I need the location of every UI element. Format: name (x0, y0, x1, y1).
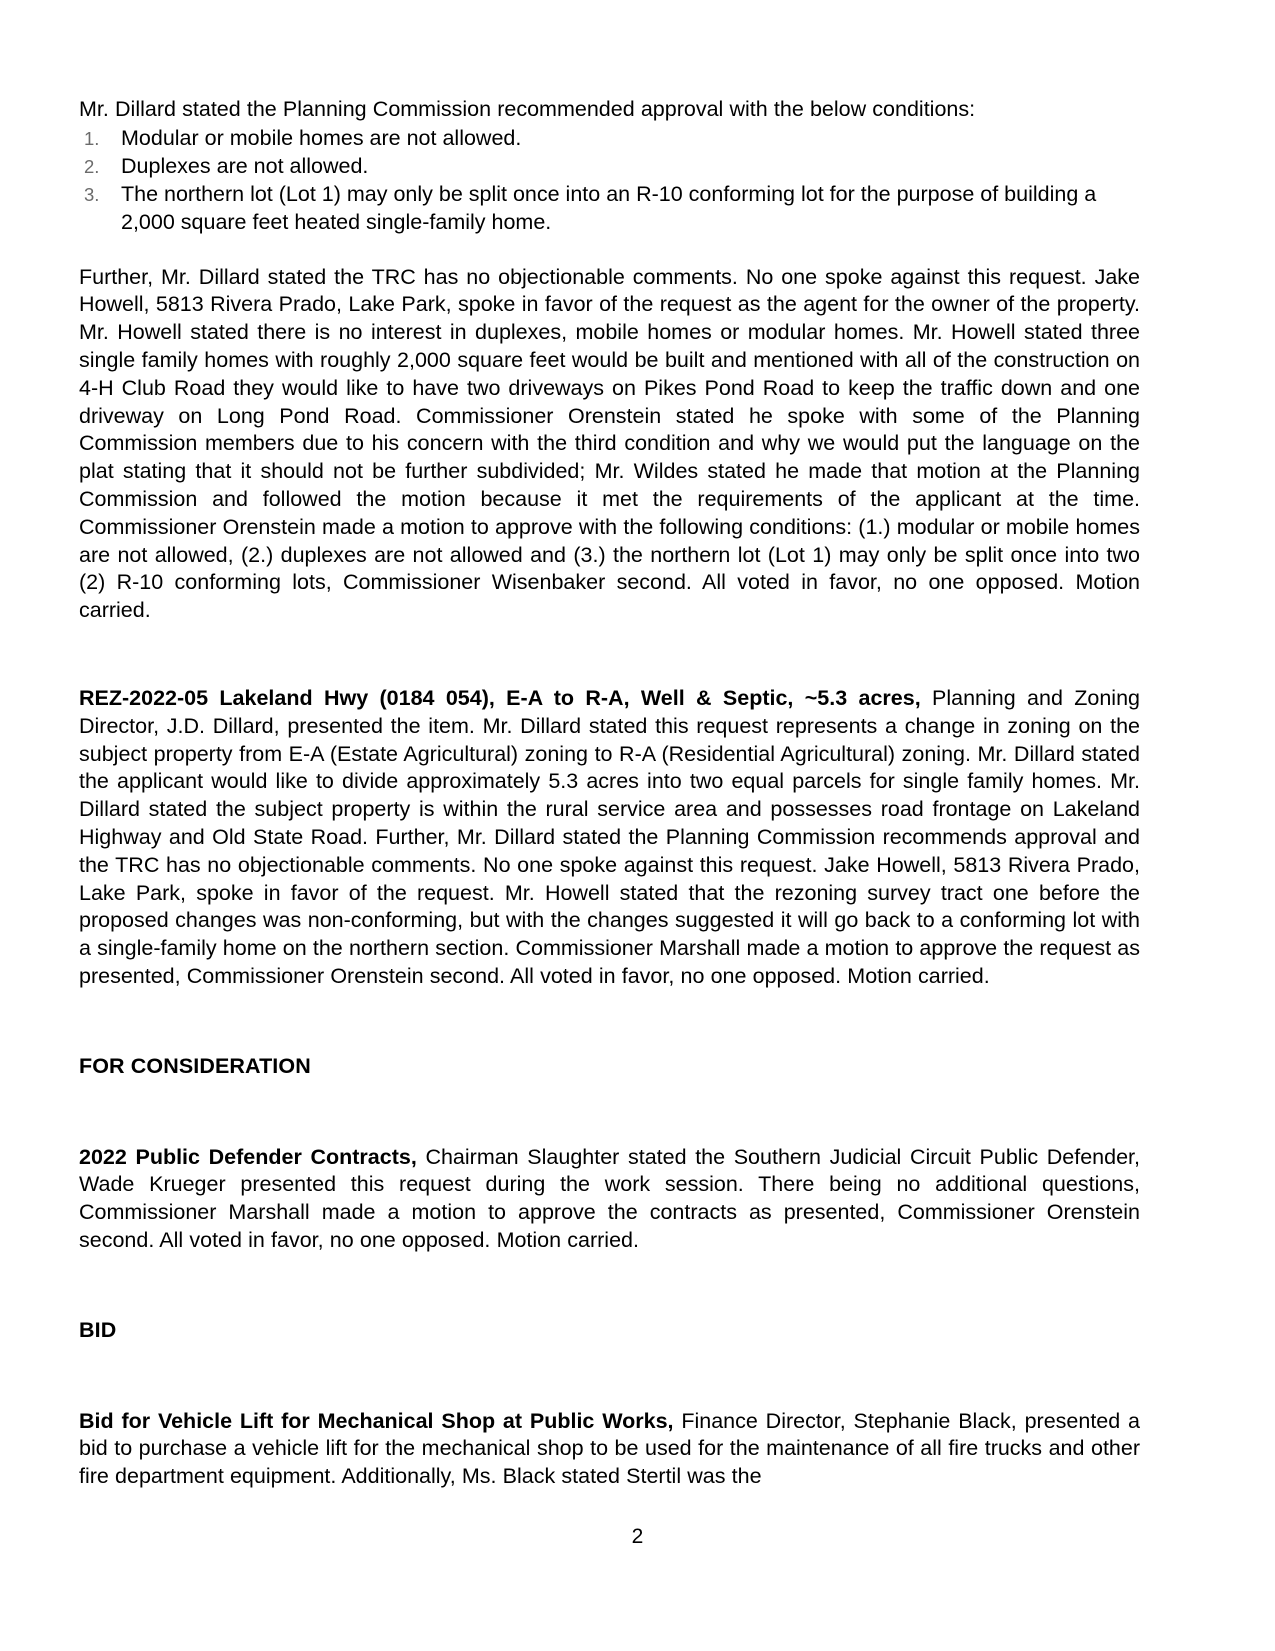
list-item: The northern lot (Lot 1) may only be split once into an R-10 conforming lot for the purpose of building a 2,000 square feet heated single-family home. (121, 182, 1097, 235)
rez-2022-05-body: Planning and Zoning Director, J.D. Dillard, presented the item. Mr. Dillard stated this request represents a change in zoning on the subject property from E-A (Estate Agricultural) zoning to R-A (Residential Agricultural) zoning. Mr. Dillard stated the applicant would like to divide approximately 5.3 acres into two equal parcels for single family homes. Mr. Dillard stated the subject property is within the rural service area and possesses road frontage on Lakeland Highway and Old State Road. Further, Mr. Dillard stated the Planning Commission recommends approval and the TRC has no objectionable comments. No one spoke against this request. Jake Howell, 5813 Rivera Prado, Lake Park, spoke in favor of the request. Mr. Howell stated that the rezoning survey tract one before the proposed changes was non-conforming, but with the changes suggested it will go back to a conforming lot with a single-family home on the northern section. Commissioner Marshall made a motion to approve the request as presented, Commissioner Orenstein second. All voted in favor, no one opposed. Motion carried. (79, 685, 1140, 988)
spacer (79, 1367, 1140, 1408)
list-item: Modular or mobile homes are not allowed. (121, 125, 522, 150)
bid-vehicle-lift-title: Bid for Vehicle Lift for Mechanical Shop at Public Works, (79, 1408, 674, 1433)
heading-bid: BID (79, 1318, 117, 1343)
rez-2022-05-title: REZ-2022-05 Lakeland Hwy (0184 054), E-A to R-A, Well & Septic, ~5.3 acres, (79, 685, 921, 710)
bid-vehicle-lift-paragraph (79, 1408, 1140, 1491)
conditions-list (79, 124, 1140, 237)
page-content (79, 96, 1140, 1491)
list-item: Duplexes are not allowed. (121, 154, 369, 178)
public-defender-body: Chairman Slaughter stated the Southern Judicial Circuit Public Defender, Wade Krueger presented this request during the work session. There being no additional questions, Commissioner Marshall made a motion to approve the contracts as presented, Commissioner Orenstein second. All voted in favor, no one opposed. Motion carried. (79, 1144, 1140, 1252)
public-defender-title: 2022 Public Defender Contracts, (79, 1144, 417, 1169)
heading-for-consideration: FOR CONSIDERATION (79, 1054, 311, 1079)
intro-paragraph: Mr. Dillard stated the Planning Commission recommended approval with the below conditions: (79, 97, 976, 121)
spacer (79, 237, 1140, 264)
rez-2022-05-paragraph (79, 685, 1140, 991)
spacer (79, 991, 1140, 1032)
spacer (79, 625, 1140, 685)
public-defender-paragraph (79, 1144, 1140, 1255)
further-paragraph: Further, Mr. Dillard stated the TRC has no objectionable comments. No one spoke against this request. Jake Howell, 5813 Rivera Prado, Lake Park, spoke in favor of the request as the agent for the owner of the property. Mr. Howell stated there is no interest in duplexes, mobile homes or modular homes. Mr. Howell stated three single family homes with roughly 2,000 square feet would be built and mentioned with all of the construction on 4-H Club Road they would like to have two driveways on Pikes Pond Road to keep the traffic down and one driveway on Long Pond Road. Commissioner Orenstein stated he spoke with some of the Planning Commission members due to his concern with the third condition and why we would put the language on the plat stating that it should not be further subdivided; Mr. Wildes stated he made that motion at the Planning Commission and followed the motion because it met the requirements of the applicant at the time. Commissioner Orenstein made a motion to approve with the following conditions: (1.) modular or mobile homes are not allowed, (2.) duplexes are not allowed and (3.) the northern lot (Lot 1) may only be split once into two (2) R-10 conforming lots, Commissioner Wisenbaker second. All voted in favor, no one opposed. Motion carried. (79, 264, 1140, 623)
bid-vehicle-lift-body: Finance Director, Stephanie Black, presented a bid to purchase a vehicle lift for the mechanical shop to be used for the maintenance of all fire trucks and other fire department equipment. Additionally, Ms. Black stated Stertil was the (79, 1408, 1140, 1489)
spacer (79, 1103, 1140, 1144)
spacer (79, 1255, 1140, 1296)
page-number: 2 (631, 1525, 644, 1548)
